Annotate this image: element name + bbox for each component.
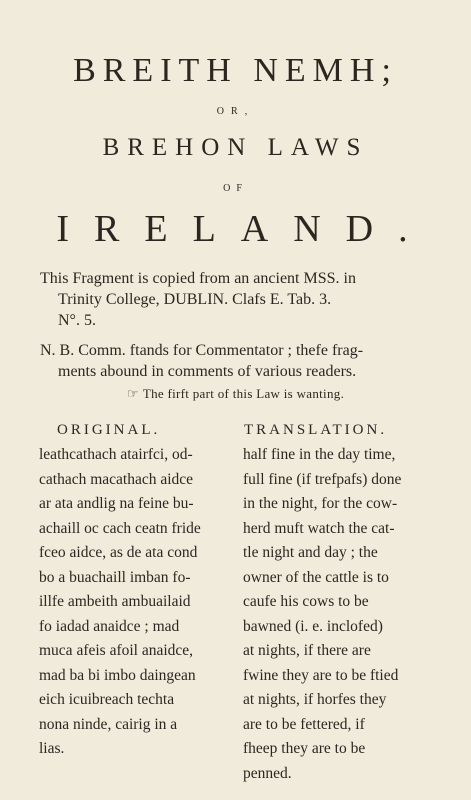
original-column xyxy=(39,443,216,762)
original-line: nona ninde, cairig in a xyxy=(39,715,178,733)
nb-line: N. B. Comm. ftands for Commentator ; thefe frag- xyxy=(40,342,364,359)
title-breith-nemh: BREITH NEMH; xyxy=(73,52,398,89)
original-line: illfe ambeith ambuailaid xyxy=(39,593,191,610)
original-line: lias. xyxy=(39,740,65,757)
original-heading: ORIGINAL. xyxy=(57,422,161,438)
intro-line: This Fragment is copied from an ancient MSS. in xyxy=(40,270,356,287)
translation-line: at nights, if horfes they xyxy=(243,691,387,708)
original-line: ar ata andlig na feine bu- xyxy=(39,495,194,512)
title-ireland: IRELAND. xyxy=(56,208,433,250)
translation-heading: TRANSLATION. xyxy=(244,422,388,438)
intro-line: Trinity College, DUBLIN. Clafs E. Tab. 3. xyxy=(58,291,332,308)
translation-line: are to be fettered, if xyxy=(243,715,365,733)
pointing-hand-icon: ☞ xyxy=(126,386,139,401)
translation-line: half fine in the day time, xyxy=(243,446,396,463)
translation-line: at nights, if there are xyxy=(243,642,371,659)
translation-line: bawned (i. e. inclofed) xyxy=(243,617,383,635)
translation-column xyxy=(243,443,409,786)
original-line: mad ba bi imbo daingean xyxy=(39,666,196,684)
original-line: fo iadad anaidce ; mad xyxy=(39,617,180,635)
translation-line: fheep they are to be xyxy=(243,740,366,757)
translation-line: caufe his cows to be xyxy=(243,593,369,610)
original-line: cathach macathach aidce xyxy=(39,470,194,488)
title-or: OR, xyxy=(216,106,255,117)
original-line: achaill oc cach ceatn fride xyxy=(39,519,201,537)
nb-line: ments abound in comments of various readers. xyxy=(58,363,357,380)
translation-line: owner of the cattle is to xyxy=(243,568,389,586)
original-line: bo a buachaill imban fo- xyxy=(39,568,191,586)
translation-line: tle night and day ; the xyxy=(243,544,378,561)
intro-paragraph xyxy=(40,268,440,331)
intro-line: N°. 5. xyxy=(58,312,96,329)
original-line: leathcathach atairfci, od- xyxy=(39,446,193,463)
nb-paragraph xyxy=(40,340,440,382)
translation-line: penned. xyxy=(243,764,292,782)
title-brehon-laws: BREHON LAWS xyxy=(102,134,369,161)
original-line: eich icuibreach techta xyxy=(39,691,175,708)
translation-line: full fine (if trefpafs) done xyxy=(243,470,402,488)
original-line: fceo aidce, as de ata cond xyxy=(39,544,198,561)
translation-line: fwine they are to be ftied xyxy=(243,666,399,684)
missing-note xyxy=(0,386,471,402)
original-line: muca afeis afoil anaidce, xyxy=(39,642,194,659)
missing-note-text: The firft part of this Law is wanting. xyxy=(142,386,345,401)
title-of: OF xyxy=(223,183,248,194)
translation-line: in the night, for the cow- xyxy=(243,495,398,512)
translation-line: herd muft watch the cat- xyxy=(243,519,395,537)
